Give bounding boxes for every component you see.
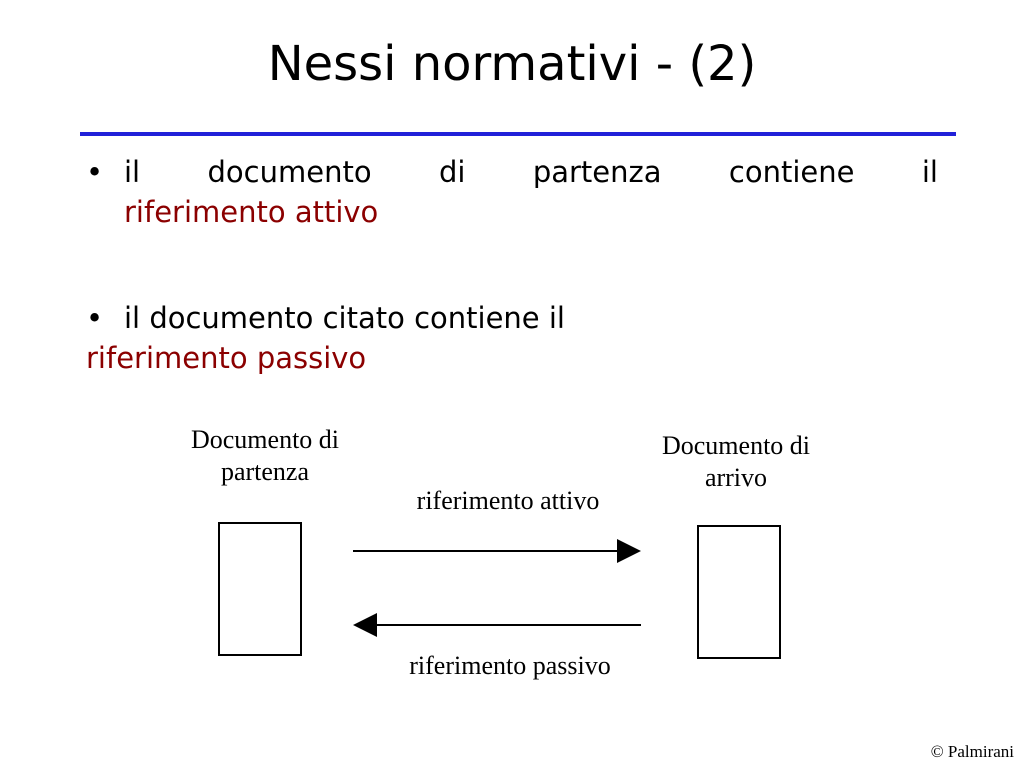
bullet-line (124, 152, 938, 192)
copyright-notice: © Palmirani (930, 742, 1014, 761)
source-label-line: Documento di (190, 425, 340, 454)
bullet-word: partenza (532, 155, 662, 189)
bullet-item-active (86, 152, 938, 232)
source-document-label (160, 424, 370, 488)
target-label-line: arrivo (704, 463, 768, 492)
passive-arrow-line (376, 624, 641, 626)
slide-title: Nessi normativi - (2) (267, 36, 757, 92)
active-arrow-line (353, 550, 619, 552)
active-reference-label: riferimento attivo (416, 486, 600, 515)
passive-reference-term: riferimento passivo (86, 341, 367, 375)
passive-reference-label: riferimento passivo (409, 651, 611, 680)
title-divider (80, 132, 956, 136)
bullet-word: documento (207, 155, 372, 189)
bullet-list (86, 152, 938, 378)
arrow-right-icon (617, 539, 641, 563)
bullet-dot-icon: • (86, 301, 104, 335)
target-label-line: Documento di (661, 431, 811, 460)
active-reference-term: riferimento attivo (124, 195, 379, 229)
source-document-box (218, 522, 302, 656)
bullet-word: il (124, 155, 141, 189)
bullet-item-passive (86, 298, 938, 338)
bullet-dot-icon: • (86, 155, 104, 189)
bullet-text: il documento citato contiene il (124, 301, 565, 335)
bullet-word: il (921, 155, 938, 189)
source-label-line: partenza (220, 457, 310, 486)
arrow-left-icon (353, 613, 377, 637)
target-document-label (630, 430, 842, 494)
bullet-word: contiene (728, 155, 855, 189)
target-document-box (697, 525, 781, 659)
bullet-word: di (438, 155, 466, 189)
